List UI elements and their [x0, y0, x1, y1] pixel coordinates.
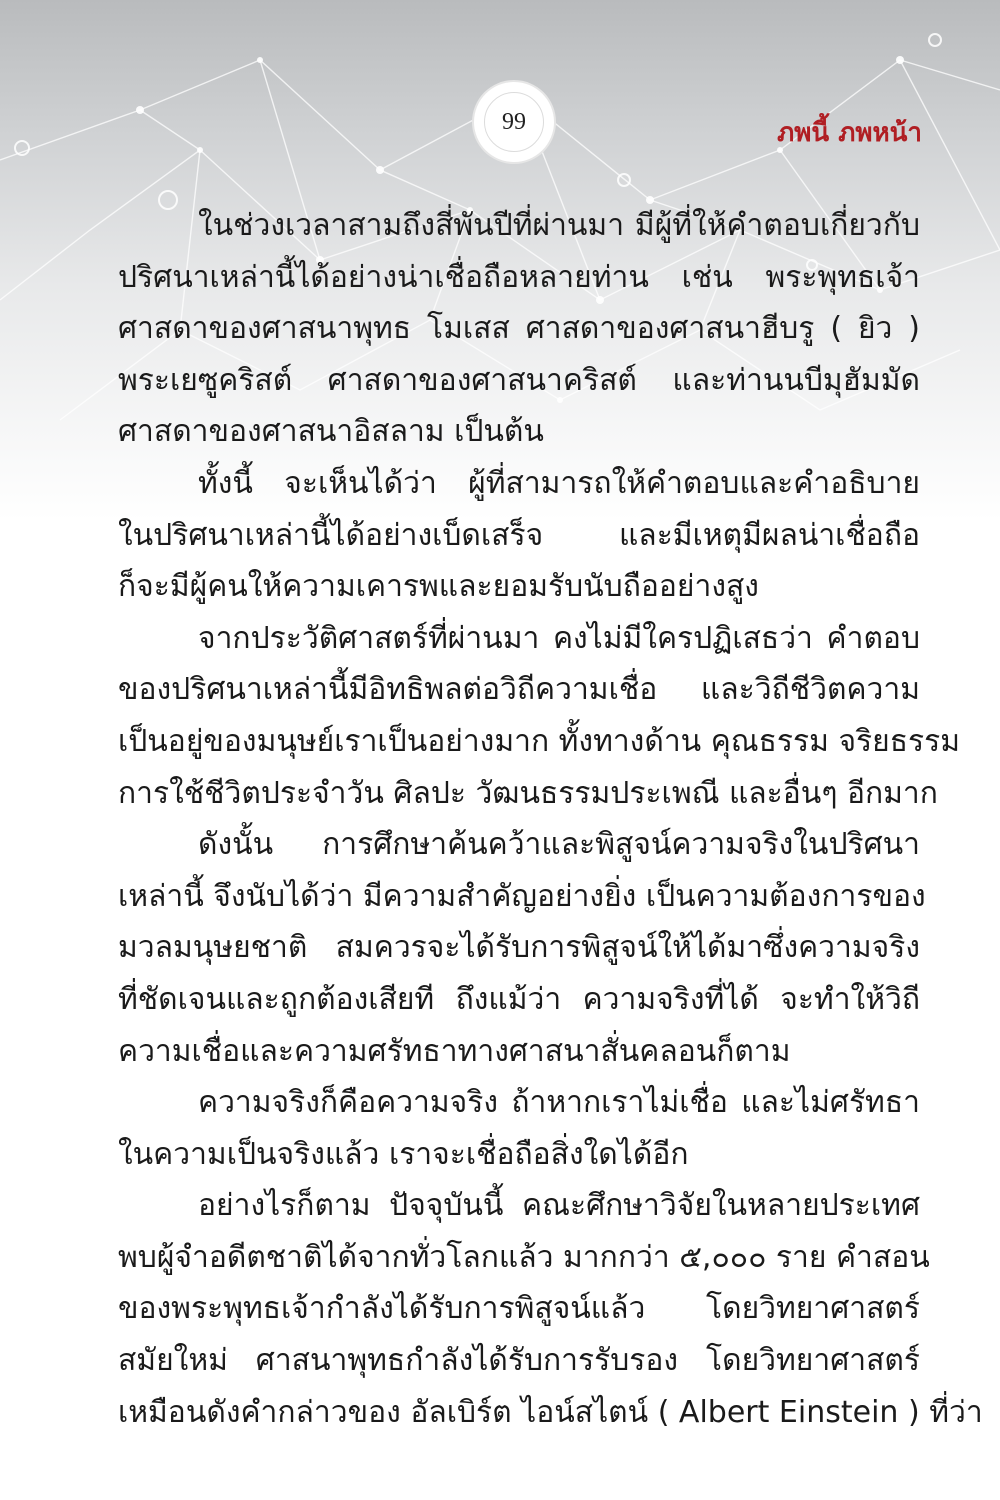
text-line: ในความเป็นจริงแล้ว เราจะเชื่อถือสิ่งใดได้อีก	[118, 1136, 689, 1172]
text-line: ที่ชัดเจนและถูกต้องเสียที ถึงแม้ว่า ความจริงที่ได้ จะทำให้วิถี	[118, 981, 920, 1017]
paragraph	[118, 458, 920, 613]
paragraph	[118, 200, 920, 458]
text-line: การใช้ชีวิตประจำวัน ศิลปะ วัฒนธรรมประเพณี และอื่นๆ อีกมาก	[118, 775, 938, 811]
text-line: มวลมนุษยชาติ สมควรจะได้รับการพิสูจน์ให้ได้มาซึ่งความจริง	[118, 930, 920, 966]
paragraph	[118, 613, 961, 819]
body-text	[118, 200, 983, 1438]
text-line: จากประวัติศาสตร์ที่ผ่านมา คงไม่มีใครปฏิเสธว่า คำตอบ	[198, 620, 920, 656]
text-line: ความจริงก็คือความจริง ถ้าหากเราไม่เชื่อ และไม่ศรัทธา	[198, 1085, 920, 1121]
text-line: ทั้งนี้ จะเห็นได้ว่า ผู้ที่สามารถให้คำตอบและคำอธิบาย	[198, 465, 920, 501]
text-line: พบผู้จำอดีตชาติได้จากทั่วโลกแล้ว มากกว่า ๕,๐๐๐ ราย คำสอน	[118, 1239, 930, 1275]
text-line: เหล่านี้ จึงนับได้ว่า มีความสำคัญอย่างยิ่ง เป็นความต้องการของ	[118, 878, 926, 914]
text-line: เป็นอยู่ของมนุษย์เราเป็นอย่างมาก ทั้งทางด้าน คุณธรรม จริยธรรม	[118, 723, 961, 759]
text-line: ก็จะมีผู้คนให้ความเคารพและยอมรับนับถืออย่างสูง	[118, 569, 759, 605]
text-line: พระเยซูคริสต์ ศาสดาของศาสนาคริสต์ และท่านนบีมุฮัมมัด	[118, 362, 920, 398]
text-line: ในปริศนาเหล่านี้ได้อย่างเบ็ดเสร็จ และมีเหตุมีผลน่าเชื่อถือ	[118, 517, 920, 553]
page-number-badge	[474, 82, 554, 162]
paragraph	[118, 1180, 983, 1438]
text-line: ความเชื่อและความศรัทธาทางศาสนาสั่นคลอนก็ตาม	[118, 1033, 791, 1069]
text-line: เหมือนดังคำกล่าวของ อัลเบิร์ต ไอน์สไตน์ ( Albert Einstein ) ที่ว่า	[118, 1394, 983, 1430]
text-line: อย่างไรก็ตาม ปัจจุบันนี้ คณะศึกษาวิจัยในหลายประเทศ	[198, 1188, 920, 1224]
page-number: 99	[484, 92, 544, 152]
text-line: ดังนั้น การศึกษาค้นคว้าและพิสูจน์ความจริงในปริศนา	[198, 827, 920, 863]
text-line: ในช่วงเวลาสามถึงสี่พันปีที่ผ่านมา มีผู้ที่ให้คำตอบเกี่ยวกับ	[198, 208, 920, 243]
text-line: ของปริศนาเหล่านี้มีอิทธิพลต่อวิถีความเชื่อ และวิถีชีวิตความ	[118, 672, 920, 708]
running-title: ภพนี้ ภพหน้า	[777, 118, 922, 148]
paragraph	[118, 1077, 920, 1180]
text-line: ศาสดาของศาสนาพุทธ โมเสส ศาสดาของศาสนาฮีบรู ( ยิว )	[118, 311, 920, 347]
text-line: ศาสดาของศาสนาอิสลาม เป็นต้น	[118, 414, 544, 450]
text-line: ปริศนาเหล่านี้ได้อย่างน่าเชื่อถือหลายท่าน เช่น พระพุทธเจ้า	[118, 259, 920, 295]
text-line: ของพระพุทธเจ้ากำลังได้รับการพิสูจน์แล้ว โดยวิทยาศาสตร์	[118, 1291, 920, 1327]
text-line: สมัยใหม่ ศาสนาพุทธกำลังได้รับการรับรอง โดยวิทยาศาสตร์	[118, 1343, 920, 1379]
paragraph	[118, 819, 926, 1077]
